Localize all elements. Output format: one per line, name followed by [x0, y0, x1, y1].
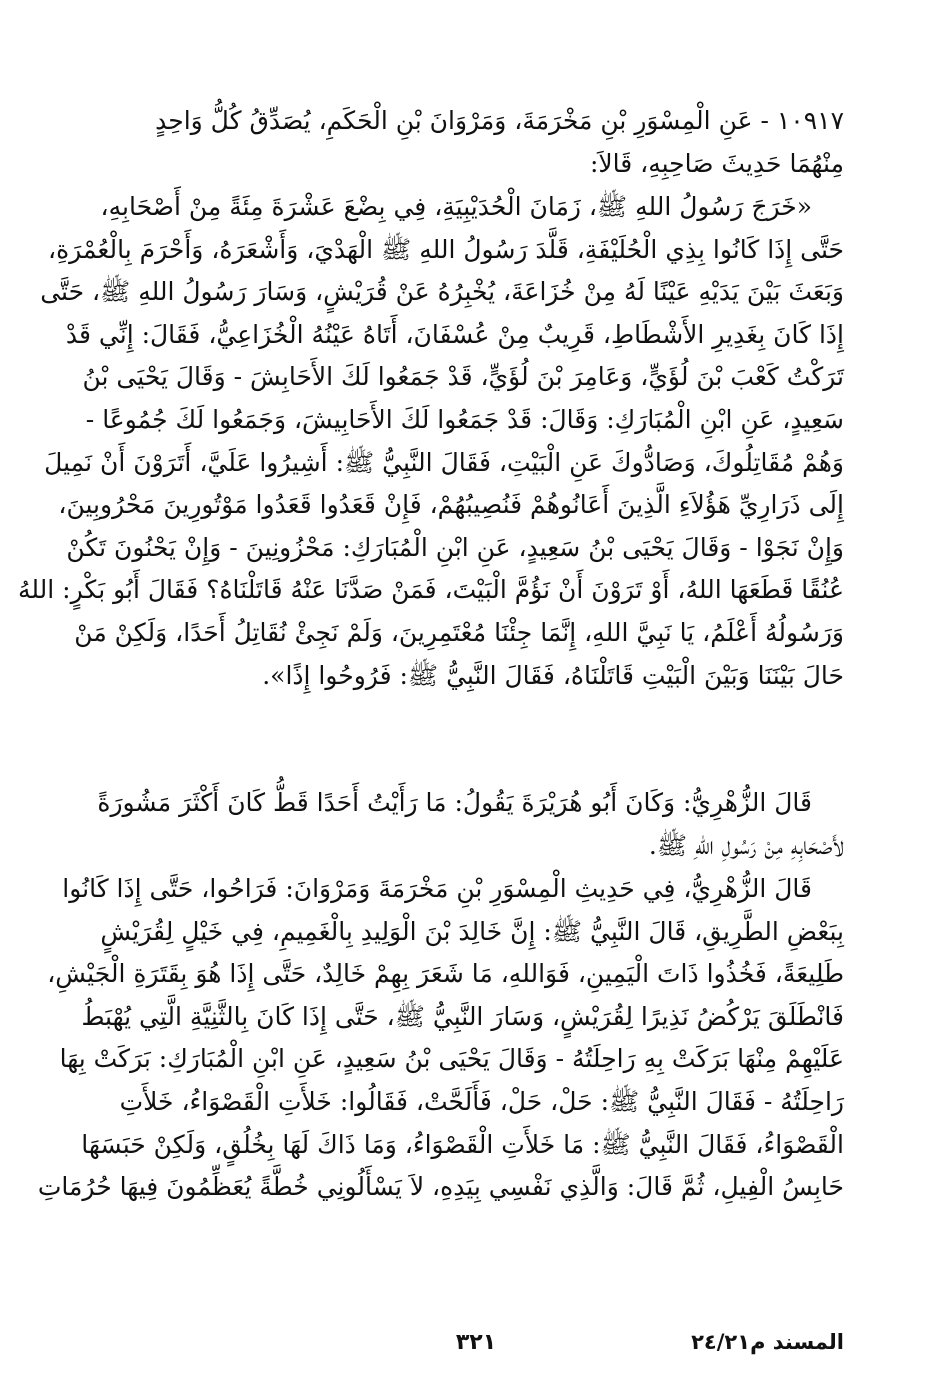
volume-reference: المسند م٢٤/٢١ — [691, 1330, 844, 1354]
text-line: عُنُقًا قَطَعَهَا اللهُ، أَوْ تَرَوْنَ أَنْ نَؤُمَّ الْبَيْتَ، فَمَنْ صَدَّنَا عَنْهُ قَاتَلْنَاهُ؟ فَقَالَ أَبُو بَكْرٍ: اللهُ — [17, 575, 844, 605]
hadith-body — [17, 186, 844, 697]
text-line: تَرَكْتُ كَعْبَ بْنَ لُؤَيٍّ، وَعَامِرَ بْنَ لُؤَيٍّ، قَدْ جَمَعُوا لَكَ الأَحَابِشَ - وَقَالَ يَحْيَى بْنُ — [82, 362, 844, 392]
text-line: حَابِسُ الْفِيلِ، ثُمَّ قَالَ: وَالَّذِي نَفْسِي بِيَدِهِ، لاَ يَسْأَلُونِي خُطَّةً يُعَظِّمُونَ فِيهَا حُرُمَاتِ — [37, 1172, 844, 1202]
page-footer — [108, 1330, 844, 1366]
text-line: قَالَ الزُّهْرِيُّ: وَكَانَ أَبُو هُرَيْرَةَ يَقُولُ: مَا رَأَيْتُ أَحَدًا قَطُّ كَانَ أَكْثَرَ مَشُورَةً — [97, 788, 812, 817]
text-line: رَاحِلَتُهُ - فَقَالَ النَّبِيُّ ﷺ: حَلْ، حَلْ، فَأَلَحَّتْ، فَقَالُوا: خَلأَتِ الْقَصْوَاءُ، خَلأَتِ — [119, 1086, 844, 1116]
text-line: وَرَسُولُهُ أَعْلَمُ، يَا نَبِيَّ اللهِ، إِنَّمَا جِئْنَا مُعْتَمِرِينَ، وَلَمْ نَجِئْ نُقَاتِلُ أَحَدًا، وَلَكِنْ مَنْ — [74, 617, 844, 647]
text-line: قَالَ الزُّهْرِيُّ، فِي حَدِيثِ الْمِسْوَرِ بْنِ مَخْرَمَةَ وَمَرْوَانَ: فَرَاحُوا، حَتَّى إِذَا كَانُوا — [62, 874, 812, 903]
hadith-intro — [108, 100, 844, 185]
text-line: وَهُمْ مُقَاتِلُوكَ، وَصَادُّوكَ عَنِ الْبَيْتِ، فَقَالَ النَّبِيُّ ﷺ: أَشِيرُوا عَلَيَّ، أَتَرَوْنَ أَنْ نَمِيلَ — [44, 447, 844, 477]
text-line: حَالَ بَيْنَنَا وَبَيْنَ الْبَيْتِ قَاتَلْنَاهُ، فَقَالَ النَّبِيُّ ﷺ: فَرُوحُوا إِذًا». — [262, 660, 844, 690]
text-line: ١٠٩١٧ - عَنِ الْمِسْوَرِ بْنِ مَخْرَمَةَ، وَمَرْوَانَ بْنِ الْحَكَمِ، يُصَدِّقُ كُلُّ وَاحِدٍ — [155, 106, 844, 135]
zuhri-note — [97, 782, 844, 867]
text-line: بِبَعْضِ الطَّرِيقِ، قَالَ النَّبِيُّ ﷺ: إِنَّ خَالِدَ بْنَ الْوَلِيدِ بِالْغَمِيمِ، فِي خَيْلٍ لِقُرَيْشٍ — [100, 916, 844, 946]
text-line: «خَرَجَ رَسُولُ اللهِ ﷺ، زَمَانَ الْحُدَيْبِيَةِ، فِي بِضْعَ عَشْرَةَ مِئَةً مِنْ أَصْحَابِهِ، — [100, 192, 812, 221]
text-line: مِنْهُمَا حَدِيثَ صَاحِبِهِ، قَالاَ: — [589, 148, 844, 178]
page-number: ٣٢١ — [455, 1330, 497, 1355]
text-line: لأَصْحَابِهِ مِنْ رَسُولِ اللهِ ﷺ. — [648, 830, 844, 860]
text-line: وَإِنْ نَجَوْا - وَقَالَ يَحْيَى بْنُ سَعِيدٍ، عَنِ ابْنِ الْمُبَارَكِ: مَحْزُونِينَ - وَإِنْ يَحْنُونَ تَكُنْ — [66, 532, 844, 562]
text-line: سَعِيدٍ، عَنِ ابْنِ الْمُبَارَكِ: وَقَالَ: قَدْ جَمَعُوا لَكَ الأَحَابِيشَ، وَجَمَعُوا لَكَ جُمُوعًا - — [85, 404, 844, 434]
text-line: طَلِيعَةً، فَخُذُوا ذَاتَ الْيَمِينِ، فَوَاللهِ، مَا شَعَرَ بِهِمْ خَالِدٌ، حَتَّى إِذَا هُوَ بِقَتَرَةِ الْجَيْشِ، — [47, 959, 844, 989]
text-line: عَلَيْهِمْ مِنْهَا بَرَكَتْ بِهِ رَاحِلَتُهُ - وَقَالَ يَحْيَى بْنُ سَعِيدٍ، عَنِ ابْنِ الْمُبَارَكِ: بَرَكَتْ بِهَا — [59, 1044, 844, 1074]
text-line: إِلَى ذَرَارِيِّ هَؤُلاَءِ الَّذِينَ أَعَانُوهُمْ فَنُصِيبُهُمْ، فَإِنْ قَعَدُوا قَعَدُوا مَوْتُورِينَ مَحْرُوبِينَ، — [58, 490, 844, 520]
text-line: فَانْطَلَقَ يَرْكُضُ نَذِيرًا لِقُرَيْشٍ، وَسَارَ النَّبِيُّ ﷺ، حَتَّى إِذَا كَانَ بِالثَّنِيَّةِ الَّتِي يُهْبَطُ — [81, 1001, 844, 1031]
text-line: وَبَعَثَ بَيْنَ يَدَيْهِ عَيْنًا لَهُ مِنْ خُزَاعَةَ، يُخْبِرُهُ عَنْ قُرَيْشٍ، وَسَارَ رَسُولُ اللهِ ﷺ، حَتَّى — [40, 277, 844, 307]
text-line: الْقَصْوَاءُ، فَقَالَ النَّبِيُّ ﷺ: مَا خَلأَتِ الْقَصْوَاءُ، وَمَا ذَاكَ لَهَا بِخُلُقٍ، وَلَكِنْ حَبَسَهَا — [81, 1129, 844, 1159]
text-line: حَتَّى إِذَا كَانُوا بِذِي الْحُلَيْفَةِ، قَلَّدَ رَسُولُ اللهِ ﷺ الْهَدْيَ، وَأَشْعَرَهُ، وَأَحْرَمَ بِالْعُمْرَةِ، — [48, 234, 844, 264]
text-line: إِذَا كَانَ بِغَدِيرِ الأَشْطَاطِ، قَرِيبٌ مِنْ عُسْفَانَ، أَتَاهُ عَيْنُهُ الْخُزَاعِيُّ، فَقَالَ: إِنِّي قَدْ — [65, 319, 844, 349]
zuhri-continuation — [37, 868, 844, 1209]
